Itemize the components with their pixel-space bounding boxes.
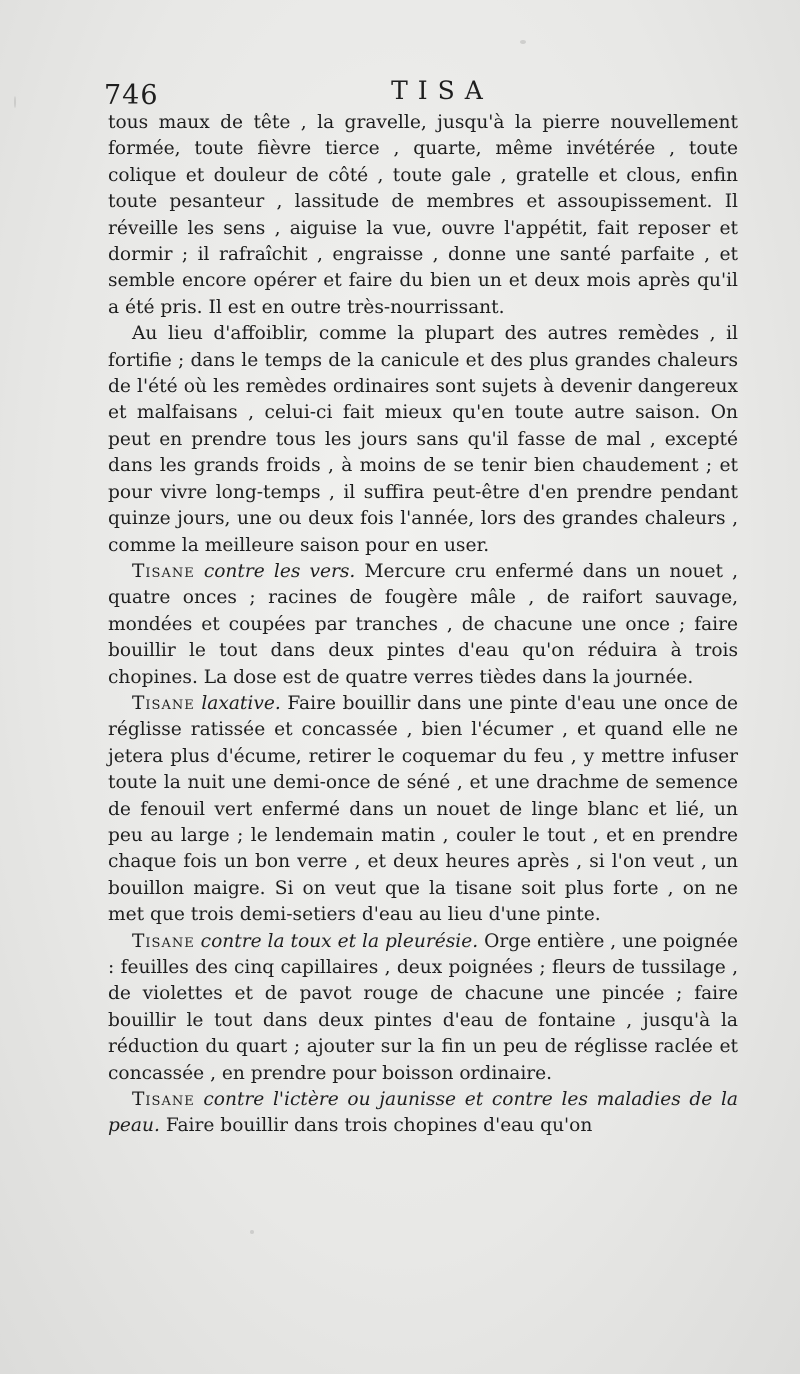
- entry-headword: Tisane: [132, 1089, 195, 1111]
- paragraph-text: Faire bouillir dans trois chopines d'eau qu'on: [165, 1115, 593, 1137]
- body-text: [108, 110, 738, 1140]
- paper-speck: [250, 1230, 254, 1234]
- paragraph-text: Au lieu d'affoiblir, comme la plupart des autres remèdes , il fortifie ; dans le temps de la canicule et des plus grandes chaleurs de l'été où les remèdes ordinaires sont sujets à devenir dangereux et malfaisans , celui-ci fait mieux qu'en toute autre saison. On peut en prendre tous les jours sans qu'il fasse de mal , excepté dans les grands froids , à moins de se tenir bien chaudement ; et pour vivre long-temps , il suffira peut-être d'en prendre pendant quinze jours, une ou deux fois l'année, lors des grandes chaleurs , comme la meilleure saison pour en user.: [108, 323, 738, 556]
- paper-speck: [520, 40, 526, 44]
- recipe-paragraph: [108, 1087, 738, 1140]
- entry-headword: Tisane: [132, 692, 195, 714]
- entry-headword: Tisane: [132, 930, 195, 952]
- paragraph: [108, 110, 738, 321]
- recipe-paragraph: [108, 559, 738, 691]
- page-number: 746: [104, 80, 159, 111]
- entry-subtitle: contre les vers.: [203, 560, 356, 582]
- entry-subtitle: contre la toux et la pleurésie.: [200, 930, 479, 952]
- paragraph-text: Faire bouillir dans une pinte d'eau une once de réglisse ratissée et concassée , bien l'écumer , et quand elle ne jetera plus d'écume, retirer le coquemar du feu , y mettre infuser toute la nuit une demi-once de séné , et une drachme de semence de fenouil vert enfermé dans un nouet de linge blanc et lié, un peu au large ; le lendemain matin , couler le tout , et en prendre chaque fois un bon verre , et deux heures après , si l'on veut , un bouillon maigre. Si on veut que la tisane soit plus forte , on ne met que trois demi-setiers d'eau au lieu d'une pinte.: [108, 692, 738, 926]
- entry-headword: Tisane: [132, 560, 195, 582]
- paragraph-text: tous maux de tête , la gravelle, jusqu'à la pierre nouvellement formée, toute fièvre tierce , quarte, même invétérée , toute colique et douleur de côté , toute gale , gratelle et clous, enfin toute pesanteur , lassitude de membres et assoupissement. Il réveille les sens , aiguise la vue, ouvre l'appétit, fait reposer et dormir ; il rafraîchit , engraisse , donne une santé parfaite , et semble encore opérer et faire du bien un et deux mois après qu'il a été pris. Il est en outre très-nourrissant.: [108, 112, 738, 318]
- recipe-paragraph: [108, 929, 738, 1087]
- paragraph-text: Mercure cru enfermé dans un nouet , quatre onces ; racines de fougère mâle , de raifort sauvage, mondées et coupées par tranches , de chacune une once ; faire bouillir le tout dans deux pintes d'eau qu'on réduira à trois chopines. La dose est de quatre verres tièdes dans la journée.: [108, 560, 739, 688]
- recipe-paragraph: [108, 691, 738, 929]
- paragraph: [108, 321, 738, 559]
- page-header: [104, 74, 740, 114]
- paper-speck: [14, 96, 16, 108]
- entry-subtitle: laxative.: [201, 692, 281, 714]
- paragraph-text: Orge entière , une poignée : feuilles des cinq capillaires , deux poignées ; fleurs de tussilage , de violettes et de pavot rouge de chacune une pincée ; faire bouillir le tout dans deux pintes d'eau de fontaine , jusqu'à la réduction du quart ; ajouter sur la fin un peu de réglisse raclée et concassée , en prendre pour boisson ordinaire.: [108, 930, 738, 1084]
- running-head: TISA: [391, 76, 493, 105]
- entry-subtitle: contre l'ictère ou jaunisse et contre les maladies de la peau.: [108, 1089, 738, 1137]
